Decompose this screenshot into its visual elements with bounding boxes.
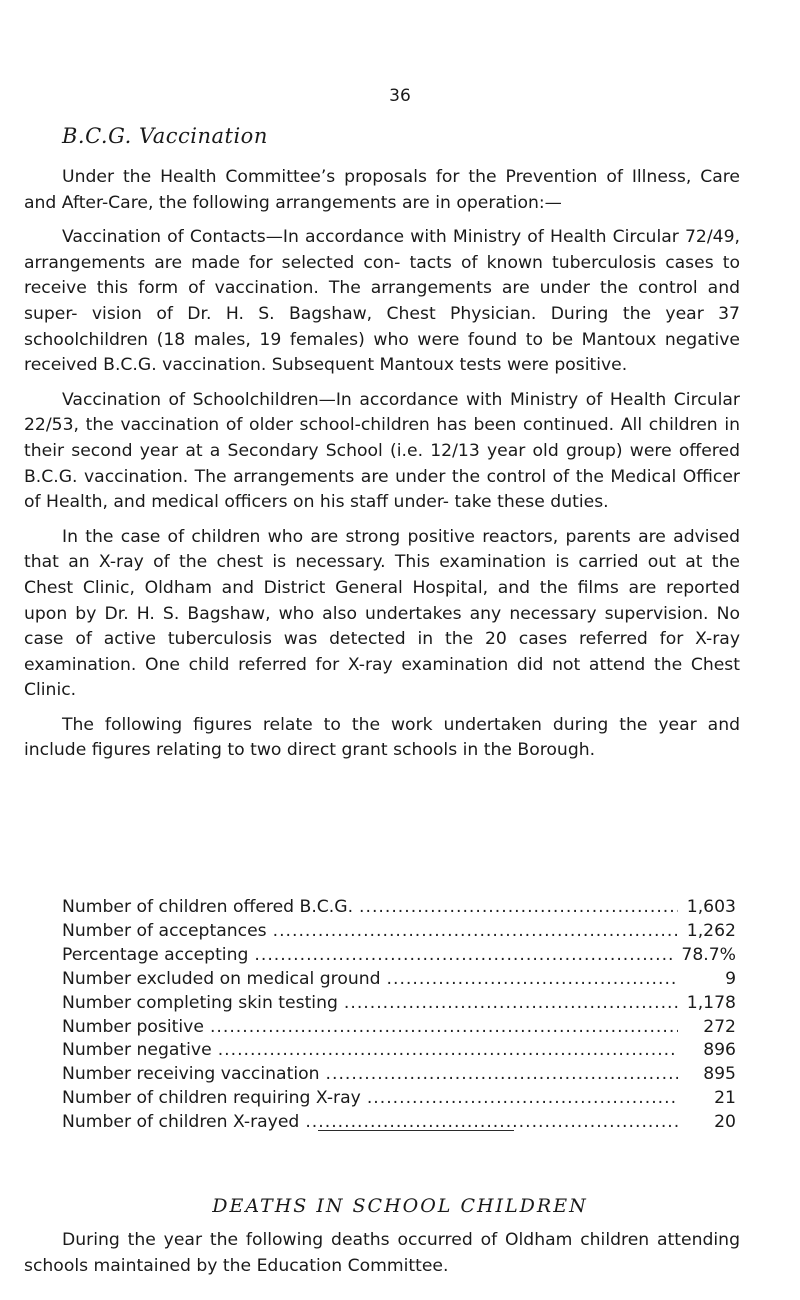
- paragraph-intro: Under the Health Committee’s proposals for the Prevention of Illness, Care and After-Care, the following arrangements are in operation:—: [24, 167, 740, 213]
- stat-row: [62, 944, 736, 968]
- page-number: 36: [389, 86, 411, 106]
- stat-value: 1,262: [686, 920, 736, 941]
- stat-label: Number negative: [62, 1040, 212, 1061]
- stat-label: Number of acceptances: [62, 920, 267, 941]
- deaths-heading: DEATHS IN SCHOOL CHILDREN: [212, 1195, 588, 1217]
- stat-row: [62, 1111, 736, 1135]
- stat-label: Number of children requiring X-ray: [62, 1088, 361, 1109]
- stat-row: [62, 1039, 736, 1063]
- dot-leader: [254, 944, 675, 968]
- stat-label: Number positive: [62, 1016, 204, 1037]
- section-divider: [318, 1130, 514, 1131]
- paragraph-strong-positive-reactors: In the case of children who are strong positive reactors, parents are advised that an X-ray of the chest is necessary. This examination is carried out at the Chest Clinic, Oldham and District General Hospital, and the films are reported upon by Dr. H. S. Bagshaw, who also undertakes any necessary supervision. No case of active tuberculosis was detected in the 20 cases referred for X-ray examination. One child referred for X-ray examination did not attend the Chest Clinic.: [24, 526, 740, 701]
- paragraph-vaccination-of-schoolchildren: Vaccination of Schoolchildren—In accordance with Ministry of Health Circular 22/53, the vaccination of older school-children has been continued. All children in their second year at a Secondary School (i.e. 12/13 year old group) were offered B.C.G. vaccination. The arrangements are under the control of the Medical Officer of Health, and medical officers on his staff under- take these duties.: [24, 389, 740, 513]
- stat-row: [62, 896, 736, 920]
- stat-value: 20: [714, 1112, 736, 1133]
- dot-leader: [344, 992, 678, 1016]
- stat-value: 896: [703, 1040, 736, 1061]
- dot-leader: [218, 1039, 678, 1063]
- stat-label: Number receiving vaccination: [62, 1064, 320, 1085]
- stat-label: Number of children X-rayed: [62, 1112, 300, 1133]
- stat-value: 78.7%: [681, 944, 736, 965]
- stat-row: [62, 992, 736, 1016]
- statistics-list: [62, 896, 736, 1135]
- stat-value: 272: [703, 1016, 736, 1037]
- stat-row: [62, 1063, 736, 1087]
- dot-leader: [305, 1111, 678, 1135]
- stat-value: 1,603: [686, 897, 736, 917]
- dot-leader: [387, 968, 678, 992]
- stat-value: 9: [725, 968, 736, 989]
- stat-label: Percentage accepting: [62, 944, 249, 965]
- stat-label: Number excluded on medical ground: [62, 968, 381, 989]
- stat-value: 895: [703, 1064, 736, 1085]
- stat-row: [62, 920, 736, 944]
- stat-row: [62, 968, 736, 992]
- dot-leader: [359, 896, 678, 920]
- body-paragraphs: [24, 165, 740, 773]
- stat-label: Number of children offered B.C.G.: [62, 897, 354, 917]
- stat-label: Number completing skin testing: [62, 992, 338, 1013]
- paragraph-figures-intro: The following figures relate to the work undertaken during the year and include figures relating to two direct grant schools in the Borough.: [24, 714, 740, 761]
- dot-leader: [210, 1016, 678, 1040]
- stat-row: [62, 1087, 736, 1111]
- dot-leader: [367, 1087, 678, 1111]
- stat-value: 21: [714, 1088, 736, 1109]
- deaths-paragraph-container: [24, 1228, 740, 1288]
- dot-leader: [273, 920, 678, 944]
- stat-row: [62, 1016, 736, 1040]
- section-title: B.C.G. Vaccination: [62, 124, 268, 148]
- deaths-paragraph: During the year the following deaths occurred of Oldham children attending schools maintained by the Education Committee.: [24, 1230, 740, 1276]
- stat-value: 1,178: [686, 992, 736, 1013]
- paragraph-vaccination-of-contacts: Vaccination of Contacts—In accordance with Ministry of Health Circular 72/49, arrangements are made for selected con- tacts of known tuberculosis cases to receive this form of vaccination. The arrangements are under the control and super- vision of Dr. H. S. Bagshaw, Chest Physician. During the year 37 schoolchildren (18 males, 19 females) who were found to be Mantoux negative received B.C.G. vaccination. Subsequent Mantoux tests were positive.: [24, 227, 740, 376]
- dot-leader: [326, 1063, 678, 1087]
